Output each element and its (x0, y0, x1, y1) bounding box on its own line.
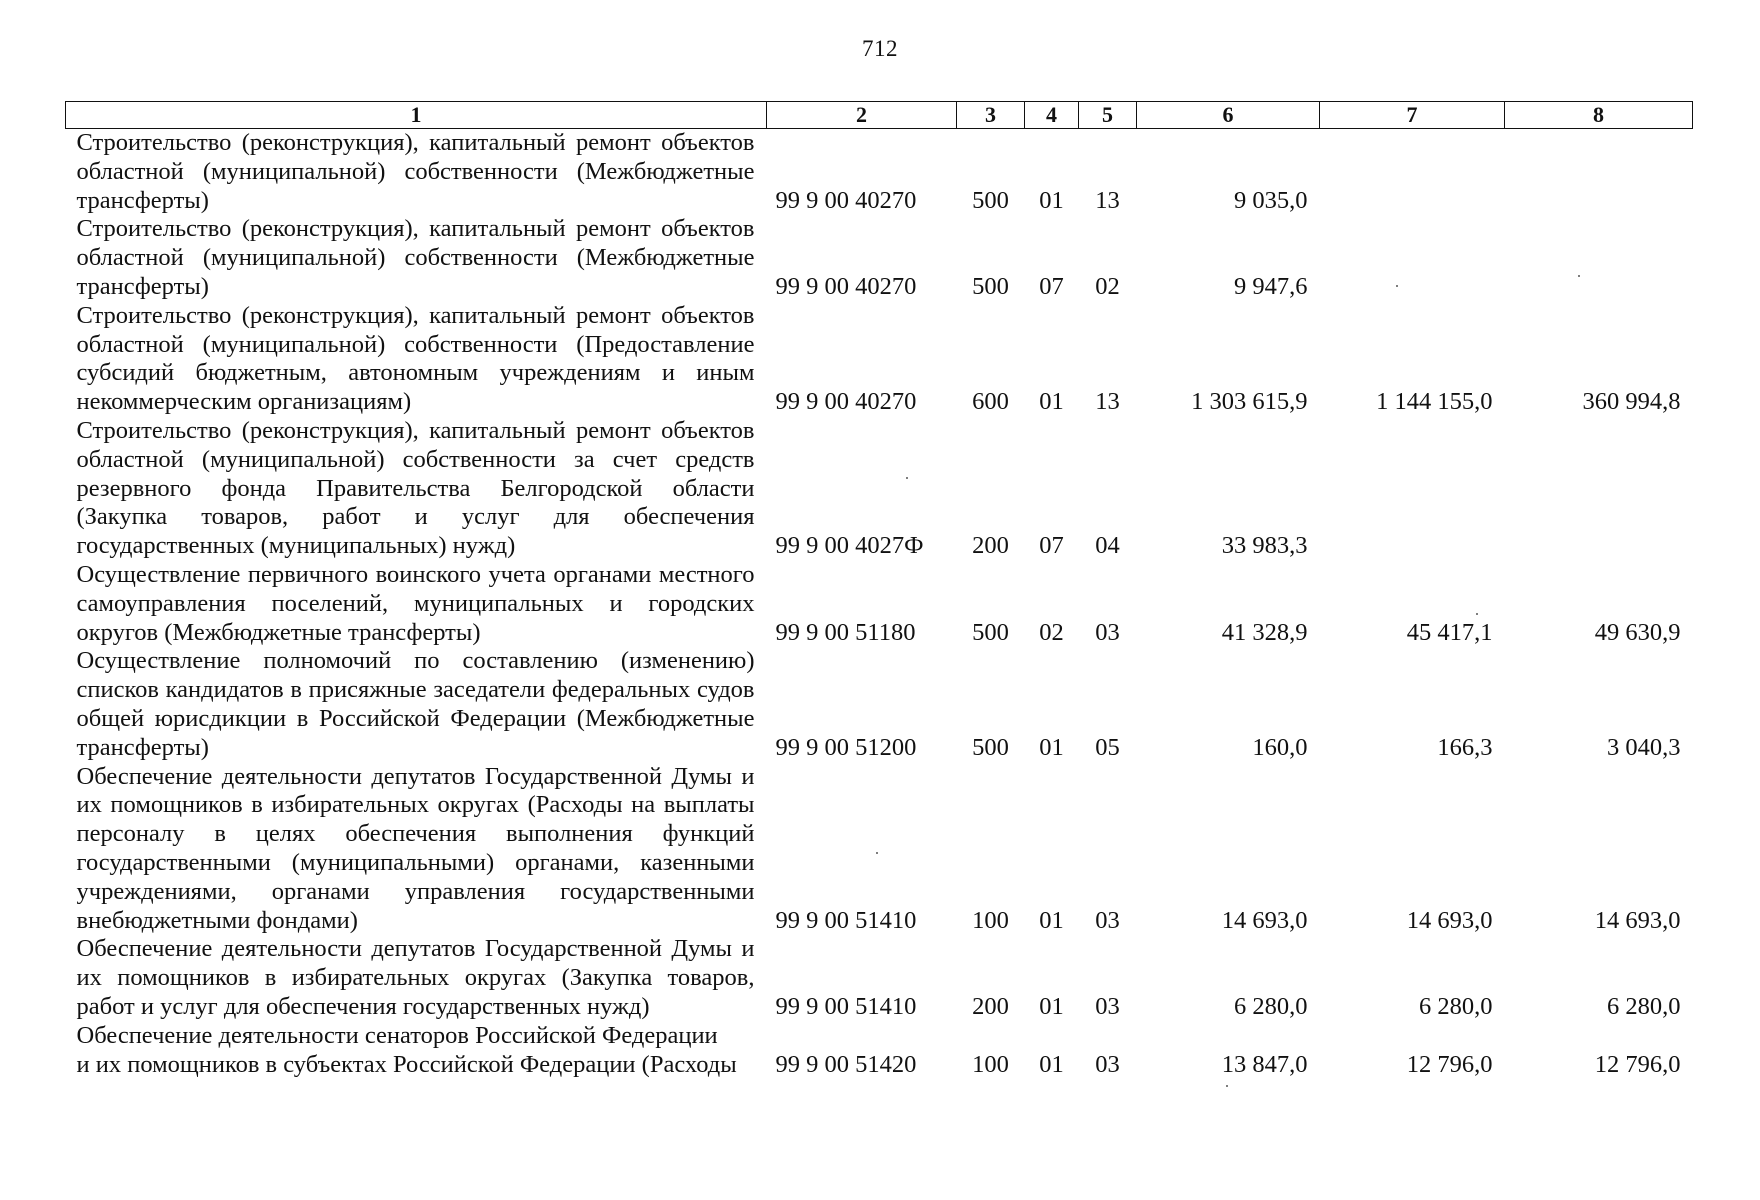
subsection-code: 03 (1095, 618, 1120, 646)
amount-col-6: 160,0 (1252, 733, 1308, 761)
subsection-code: 03 (1095, 906, 1120, 934)
expense-name: Строительство (реконструкция), капитальный ремонт объектов областной (муниципальной) собственности (Межбюджетные трансферты) (76, 129, 755, 214)
expense-name: Осуществление первичного воинского учета органами местного самоуправления поселений, муниципальных и городских округов (Межбюджетные трансферты) (76, 560, 755, 646)
section-code: 01 (1039, 186, 1064, 214)
amount-col-8: 3 040,3 (1607, 733, 1681, 761)
expense-type-code: 100 (972, 906, 1009, 934)
expense-name: Строительство (реконструкция), капитальный ремонт объектов областной (муниципальной) собственности (Межбюджетные трансферты) (76, 215, 755, 300)
table-row (66, 647, 1693, 762)
target-article-code: 99 9 00 51420 (775, 1050, 917, 1078)
amount-col-6: 9 035,0 (1234, 186, 1308, 214)
scan-speck (1578, 275, 1580, 277)
scan-speck (906, 477, 908, 479)
column-header-6: 6 (1137, 102, 1320, 129)
section-code: 01 (1039, 906, 1064, 934)
page-number: 712 (862, 36, 898, 61)
scan-speck (876, 852, 878, 854)
target-article-code: 99 9 00 40270 (775, 186, 917, 214)
section-code: 07 (1039, 272, 1064, 300)
expense-name-line-2: и их помощников в субъектах Российской Федерации (Расходы (76, 1050, 737, 1078)
target-article-code: 99 9 00 51200 (775, 733, 917, 761)
target-article-code: 99 9 00 51410 (775, 992, 917, 1020)
amount-col-7: 14 693,0 (1406, 906, 1493, 934)
amount-col-7: 1 144 155,0 (1376, 388, 1493, 416)
table-row (66, 935, 1693, 1021)
amount-col-7: 166,3 (1437, 733, 1493, 761)
subsection-code: 03 (1095, 1050, 1120, 1078)
section-code: 01 (1039, 1050, 1064, 1078)
amount-col-8 (1505, 129, 1693, 216)
expense-type-code: 500 (972, 186, 1009, 214)
scan-speck (1476, 613, 1478, 615)
expense-type-code: 500 (972, 733, 1009, 761)
subsection-code: 13 (1095, 186, 1120, 214)
subsection-code: 02 (1095, 272, 1120, 300)
amount-col-7: 6 280,0 (1419, 992, 1493, 1020)
target-article-code: 99 9 00 4027Ф (775, 532, 924, 560)
amount-col-6: 14 693,0 (1221, 906, 1308, 934)
table-row (66, 417, 1693, 561)
expense-name: Строительство (реконструкция), капитальный ремонт объектов областной (муниципальной) собственности (Предоставление субсидий бюджетным, автономным учреждениям и иным некоммерческим организациям) (76, 301, 755, 416)
amount-col-7: 45 417,1 (1406, 618, 1493, 646)
amount-col-8 (1505, 417, 1693, 561)
amount-col-7 (1320, 129, 1505, 216)
amount-col-8: 49 630,9 (1594, 618, 1681, 646)
amount-col-8: 12 796,0 (1594, 1050, 1681, 1078)
table-header-row (66, 102, 1693, 129)
column-header-7: 7 (1320, 102, 1505, 129)
amount-col-8 (1505, 215, 1693, 301)
table-row (66, 215, 1693, 301)
amount-col-6: 33 983,3 (1221, 532, 1308, 560)
section-code: 01 (1039, 992, 1064, 1020)
amount-col-7 (1320, 417, 1505, 561)
amount-col-7: 12 796,0 (1406, 1050, 1493, 1078)
table-row (66, 302, 1693, 417)
scan-speck (1396, 285, 1398, 287)
expense-type-code: 600 (972, 388, 1009, 416)
expense-type-code: 100 (972, 1050, 1009, 1078)
amount-col-6: 13 847,0 (1221, 1050, 1308, 1078)
subsection-code: 05 (1095, 733, 1120, 761)
subsection-code: 13 (1095, 388, 1120, 416)
amount-col-8: 360 994,8 (1582, 388, 1681, 416)
column-header-8: 8 (1505, 102, 1693, 129)
target-article-code: 99 9 00 40270 (775, 272, 917, 300)
expense-name-line-1: Обеспечение деятельности сенаторов Российской Федерации (76, 1021, 718, 1049)
table-row (66, 561, 1693, 647)
section-code: 02 (1039, 618, 1064, 646)
expense-type-code: 200 (972, 992, 1009, 1020)
expense-name (66, 1022, 767, 1080)
column-header-1: 1 (66, 102, 767, 129)
target-article-code: 99 9 00 51180 (775, 618, 916, 646)
expense-type-code: 200 (972, 532, 1009, 560)
column-header-4: 4 (1025, 102, 1079, 129)
amount-col-6: 41 328,9 (1221, 618, 1308, 646)
expense-name: Осуществление полномочий по составлению (изменению) списков кандидатов в присяжные заседатели федеральных судов общей юрисдикции в Российской Федерации (Межбюджетные трансферты) (76, 647, 755, 761)
section-code: 01 (1039, 733, 1064, 761)
target-article-code: 99 9 00 40270 (775, 388, 917, 416)
amount-col-8: 14 693,0 (1594, 906, 1681, 934)
section-code: 07 (1039, 532, 1064, 560)
amount-col-6: 6 280,0 (1234, 992, 1308, 1020)
subsection-code: 03 (1095, 992, 1120, 1020)
expense-type-code: 500 (972, 618, 1009, 646)
budget-table (65, 101, 1693, 1079)
expense-name: Обеспечение деятельности депутатов Государственной Думы и их помощников в избирательных округах (Закупка товаров, работ и услуг для обеспечения государственных нужд) (76, 935, 755, 1020)
amount-col-6: 9 947,6 (1234, 272, 1308, 300)
table-row (66, 763, 1693, 936)
amount-col-7 (1320, 215, 1505, 301)
expense-name: Обеспечение деятельности депутатов Государственной Думы и их помощников в избирательных округах (Расходы на выплаты персоналу в целях обеспечения выполнения функций государственными (муниципальными) органами, казенными учреждениями, органами управления государственными внебюджетными фондами) (76, 762, 755, 934)
expense-type-code: 500 (972, 272, 1009, 300)
subsection-code: 04 (1095, 532, 1120, 560)
column-header-5: 5 (1079, 102, 1137, 129)
expense-name: Строительство (реконструкция), капитальный ремонт объектов областной (муниципальной) собственности за счет средств резервного фонда Правительства Белгородской области (Закупка товаров, работ и услуг для обеспечения государственных (муниципальных) нужд) (76, 416, 755, 560)
scan-speck (1226, 1085, 1228, 1087)
section-code: 01 (1039, 388, 1064, 416)
target-article-code: 99 9 00 51410 (775, 906, 917, 934)
table-row (66, 1022, 1693, 1080)
column-header-3: 3 (957, 102, 1025, 129)
column-header-2: 2 (767, 102, 957, 129)
amount-col-6: 1 303 615,9 (1191, 388, 1308, 416)
table-row (66, 129, 1693, 216)
amount-col-8: 6 280,0 (1607, 992, 1681, 1020)
